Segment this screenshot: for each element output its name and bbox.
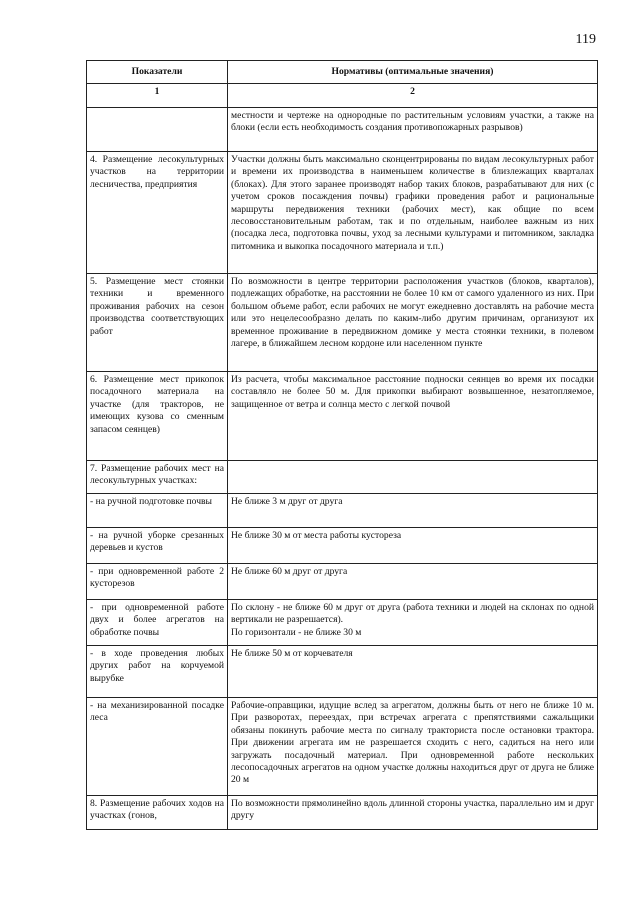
table-row	[87, 152, 598, 274]
indicator-cell	[87, 108, 228, 152]
table-row	[87, 646, 598, 698]
indicator-cell: - в ходе проведения любых других работ на корчуемой вырубке	[87, 646, 228, 698]
indicator-cell: 6. Размещение мест прикопок посадочного материала на участке (для тракторов, не имеющих кузова со сменным запасом сеянцев)	[87, 372, 228, 461]
norm-cell: Участки должны быть максимально сконцентрированы по видам лесокультурных работ и времени их производства в наименьшем количестве в близлежащих кварталах (блоках). Для этого заранее производят набор таких блоков, разрабатывают для них (с учетом сроков посаждения почвы) графики проведения работ и рациональные маршруты передвижения техники (рабочих мест), как общие по всем лесовосстановительным работам, так и по отдельным, наиболее важным из них (посадка леса, подготовка почвы, уход за лесными культурами и питомником, закладка питомника и выкопка посадочного материала и т.п.)	[228, 152, 598, 274]
norms-table	[86, 60, 598, 830]
indicator-cell: - на механизированной посадке леса	[87, 698, 228, 796]
column-number-1: 1	[87, 84, 228, 108]
norm-cell: Не ближе 3 м друг от друга	[228, 494, 598, 528]
header-norms: Нормативы (оптимальные значения)	[228, 61, 598, 84]
norm-cell: Не ближе 60 м друг от друга	[228, 564, 598, 600]
header-indicators: Показатели	[87, 61, 228, 84]
table-row	[87, 461, 598, 494]
page-number: 119	[575, 32, 596, 47]
table-row	[87, 372, 598, 461]
indicator-cell: 8. Размещение рабочих ходов на участках (гонов,	[87, 796, 228, 830]
table-row	[87, 494, 598, 528]
norm-cell: По возможности прямолинейно вдоль длинной стороны участка, параллельно им и друг другу	[228, 796, 598, 830]
indicator-cell: - при одновременной работе 2 кусторезов	[87, 564, 228, 600]
column-number-2: 2	[228, 84, 598, 108]
norm-cell: Не ближе 50 м от корчевателя	[228, 646, 598, 698]
column-number-row	[87, 84, 598, 108]
norm-cell: Не ближе 30 м от места работы кустореза	[228, 528, 598, 564]
indicator-cell: - при одновременной работе двух и более агрегатов на обработке почвы	[87, 600, 228, 646]
indicator-cell: - на ручной подготовке почвы	[87, 494, 228, 528]
table-row	[87, 108, 598, 152]
norm-cell: По склону - не ближе 60 м друг от друга (работа техники и людей на склонах по одной вертикали не разрешается). По горизонтали - не ближе 30 м	[228, 600, 598, 646]
norm-cell: Рабочие-оправщики, идущие вслед за агрегатом, должны быть от него не ближе 10 м. При разворотах, переездах, при встречах агрегата с препятствиями сажальщики обязаны покинуть рабочие места по сигналу тракториста после остановки трактора. При движении агрегата им не разрешается сходить с него, садиться на него или загружать посадочный материал. При одновременной работе нескольких лесопосадочных агрегатов на одном участке должны находиться друг от друга не ближе 20 м	[228, 698, 598, 796]
norm-cell: По возможности в центре территории расположения участков (блоков, кварталов), подлежащих обработке, на расстоянии не более 10 км от самого удаленного из них. При большом объеме работ, если рабочих не могут ежедневно доставлять на рабочие места или это нецелесообразно делать по каким-либо другим причинам, организуют их временное проживание в передвижном домике у места стоянки техники, в полевом лагере, в ближайшем лесном кордоне или населенном пункте	[228, 274, 598, 372]
indicator-cell: 7. Размещение рабочих мест на лесокультурных участках:	[87, 461, 228, 494]
table-row	[87, 796, 598, 830]
table-row	[87, 274, 598, 372]
table-row	[87, 528, 598, 564]
norm-cell: местности и чертеже на однородные по растительным условиям участки, а также на блоки (если есть необходимость создания противопожарных разрывов)	[228, 108, 598, 152]
indicator-cell: - на ручной уборке срезанных деревьев и кустов	[87, 528, 228, 564]
table-row	[87, 564, 598, 600]
table-row	[87, 600, 598, 646]
table-row	[87, 698, 598, 796]
indicator-cell: 4. Размещение лесокультурных участков на территории лесничества, предприятия	[87, 152, 228, 274]
norm-cell: Из расчета, чтобы максимальное расстояние подноски сеянцев во время их посадки составляло не более 50 м. Для прикопки выбирают возвышенное, незатопляемое, защищенное от ветра и солнца место с легкой почвой	[228, 372, 598, 461]
indicator-cell: 5. Размещение мест стоянки техники и временного проживания рабочих на сезон производства соответствующих работ	[87, 274, 228, 372]
norm-cell	[228, 461, 598, 494]
table-header-row	[87, 61, 598, 84]
